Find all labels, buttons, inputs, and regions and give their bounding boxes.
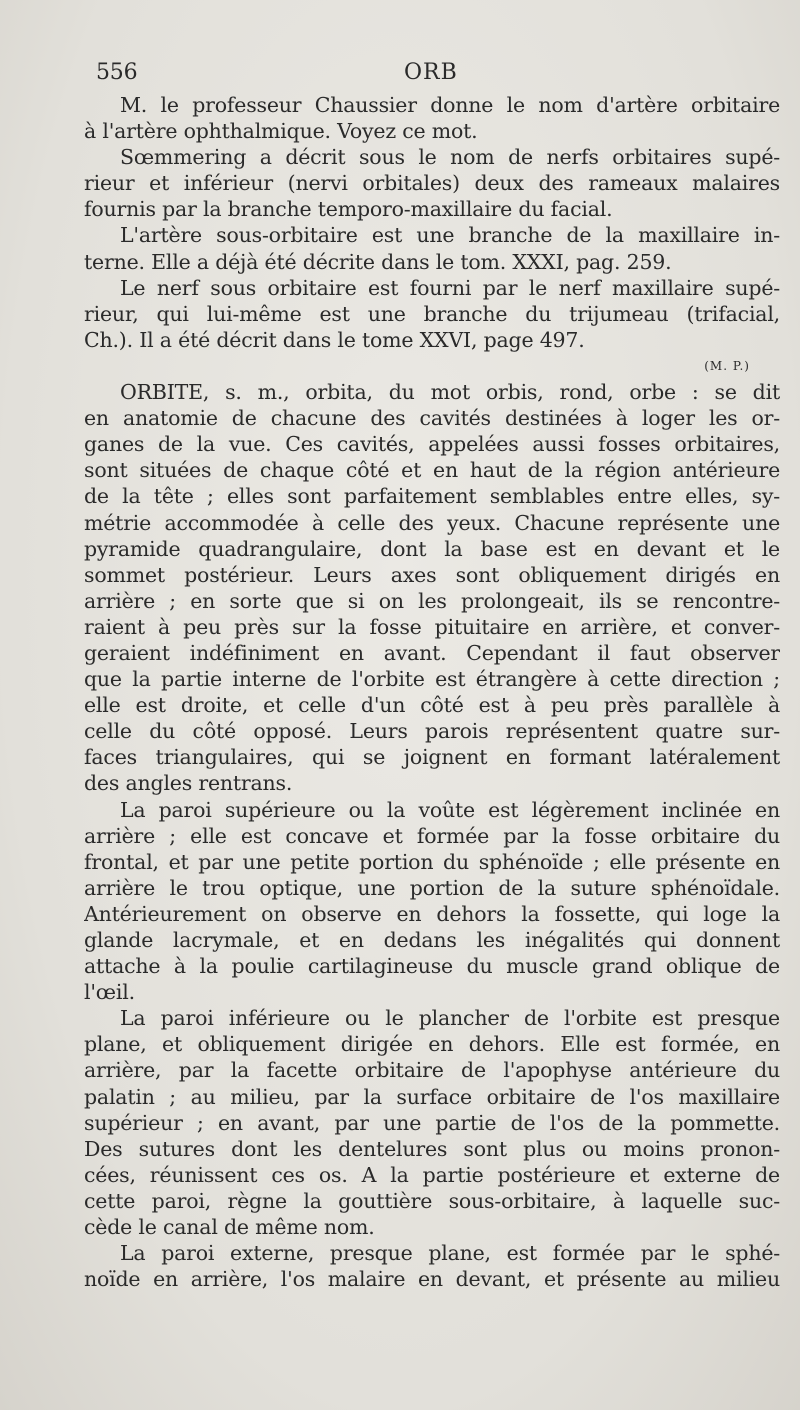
text-line: terne. Elle a déjà été décrite dans le tom. XXXI, pag. 259.	[84, 249, 672, 274]
text-line: arrière le trou optique, une portion de la suture sphénoïdale.	[84, 875, 780, 900]
text-line: raient à peu près sur la fosse pituitaire en arrière, et conver-	[84, 614, 780, 639]
text-line: (M. P.)	[704, 358, 750, 373]
text-line: plane, et obliquement dirigée en dehors. Elle est formée, en	[84, 1032, 780, 1057]
page-number: 556	[96, 60, 138, 85]
text-line: ORBITE, s. m., orbita, du mot orbis, rond, orbe : se dit	[120, 380, 780, 405]
text-line: noïde en arrière, l'os malaire en devant, et présente au milieu	[84, 1267, 780, 1292]
text-line: à l'artère ophthalmique. Voyez ce mot.	[84, 119, 478, 144]
text-line: sont situées de chaque côté et en haut de la région antérieure	[84, 458, 780, 483]
page-header	[96, 58, 780, 88]
text-line: rieur, qui lui-même est une branche du trijumeau (trifacial,	[84, 301, 780, 326]
text-line: celle du côté opposé. Leurs parois représentent quatre sur-	[84, 719, 780, 744]
text-line: elle est droite, et celle d'un côté est à peu près parallèle à	[84, 693, 780, 718]
text-line: geraient indéfiniment en avant. Cependant il faut observer	[84, 640, 780, 665]
text-line: que la partie interne de l'orbite est étrangère à cette direction ;	[84, 667, 780, 692]
text-line: Le nerf sous orbitaire est fourni par le nerf maxillaire supé-	[120, 275, 780, 300]
text-line: La paroi supérieure ou la voûte est légèrement inclinée en	[120, 797, 780, 822]
text-line: arrière, par la facette orbitaire de l'apophyse antérieure du	[84, 1058, 780, 1083]
body-text	[84, 92, 780, 1292]
text-line: Sœmmering a décrit sous le nom de nerfs orbitaires supé-	[120, 145, 780, 170]
text-line: attache à la poulie cartilagineuse du muscle grand oblique de	[84, 954, 780, 979]
text-line: en anatomie de chacune des cavités destinées à loger les or-	[84, 406, 780, 431]
text-line: ganes de la vue. Ces cavités, appelées aussi fosses orbitaires,	[84, 432, 780, 457]
text-line: cette paroi, règne la gouttière sous-orbitaire, à laquelle suc-	[84, 1188, 780, 1213]
text-line: arrière ; elle est concave et formée par la fosse orbitaire du	[84, 823, 780, 848]
text-line: arrière ; en sorte que si on les prolongeait, ils se rencontre-	[84, 588, 780, 613]
text-line: faces triangulaires, qui se joignent en formant latéralement	[84, 745, 780, 770]
text-line: des angles rentrans.	[84, 771, 293, 796]
text-line: Antérieurement on observe en dehors la fossette, qui loge la	[84, 901, 780, 926]
text-line: Ch.). Il a été décrit dans le tome XXVI, page 497.	[84, 327, 585, 352]
text-line: pyramide quadrangulaire, dont la base est en devant et le	[84, 536, 780, 561]
page-text	[84, 58, 780, 1292]
text-line: L'artère sous-orbitaire est une branche de la maxillaire in-	[120, 223, 780, 248]
text-line: Des sutures dont les dentelures sont plus ou moins pronon-	[84, 1136, 780, 1161]
text-line: l'œil.	[84, 980, 135, 1005]
text-line: cède le canal de même nom.	[84, 1215, 375, 1240]
text-line: cées, réunissent ces os. A la partie postérieure et externe de	[84, 1162, 780, 1187]
text-line: rieur et inférieur (nervi orbitales) deux des rameaux malaires	[84, 171, 780, 196]
text-line: supérieur ; en avant, par une partie de l'os de la pommette.	[84, 1110, 780, 1135]
text-line: glande lacrymale, et en dedans les inégalités qui donnent	[84, 928, 780, 952]
running-head: ORB	[404, 60, 458, 85]
text-line: métrie accommodée à celle des yeux. Chacune représente une	[84, 510, 780, 535]
text-line: palatin ; au milieu, par la surface orbitaire de l'os maxillaire	[84, 1084, 780, 1109]
text-line: de la tête ; elles sont parfaitement semblables entre elles, sy-	[84, 484, 780, 509]
text-line: fournis par la branche temporo-maxillaire du facial.	[84, 197, 613, 222]
text-line: frontal, et par une petite portion du sphénoïde ; elle présente en	[84, 849, 780, 874]
text-line: M. le professeur Chaussier donne le nom d'artère orbitaire	[120, 93, 780, 117]
text-line: sommet postérieur. Leurs axes sont obliquement dirigés en	[84, 562, 780, 587]
text-line: La paroi inférieure ou le plancher de l'orbite est presque	[120, 1006, 780, 1031]
text-line: La paroi externe, presque plane, est formée par le sphé-	[120, 1241, 780, 1266]
